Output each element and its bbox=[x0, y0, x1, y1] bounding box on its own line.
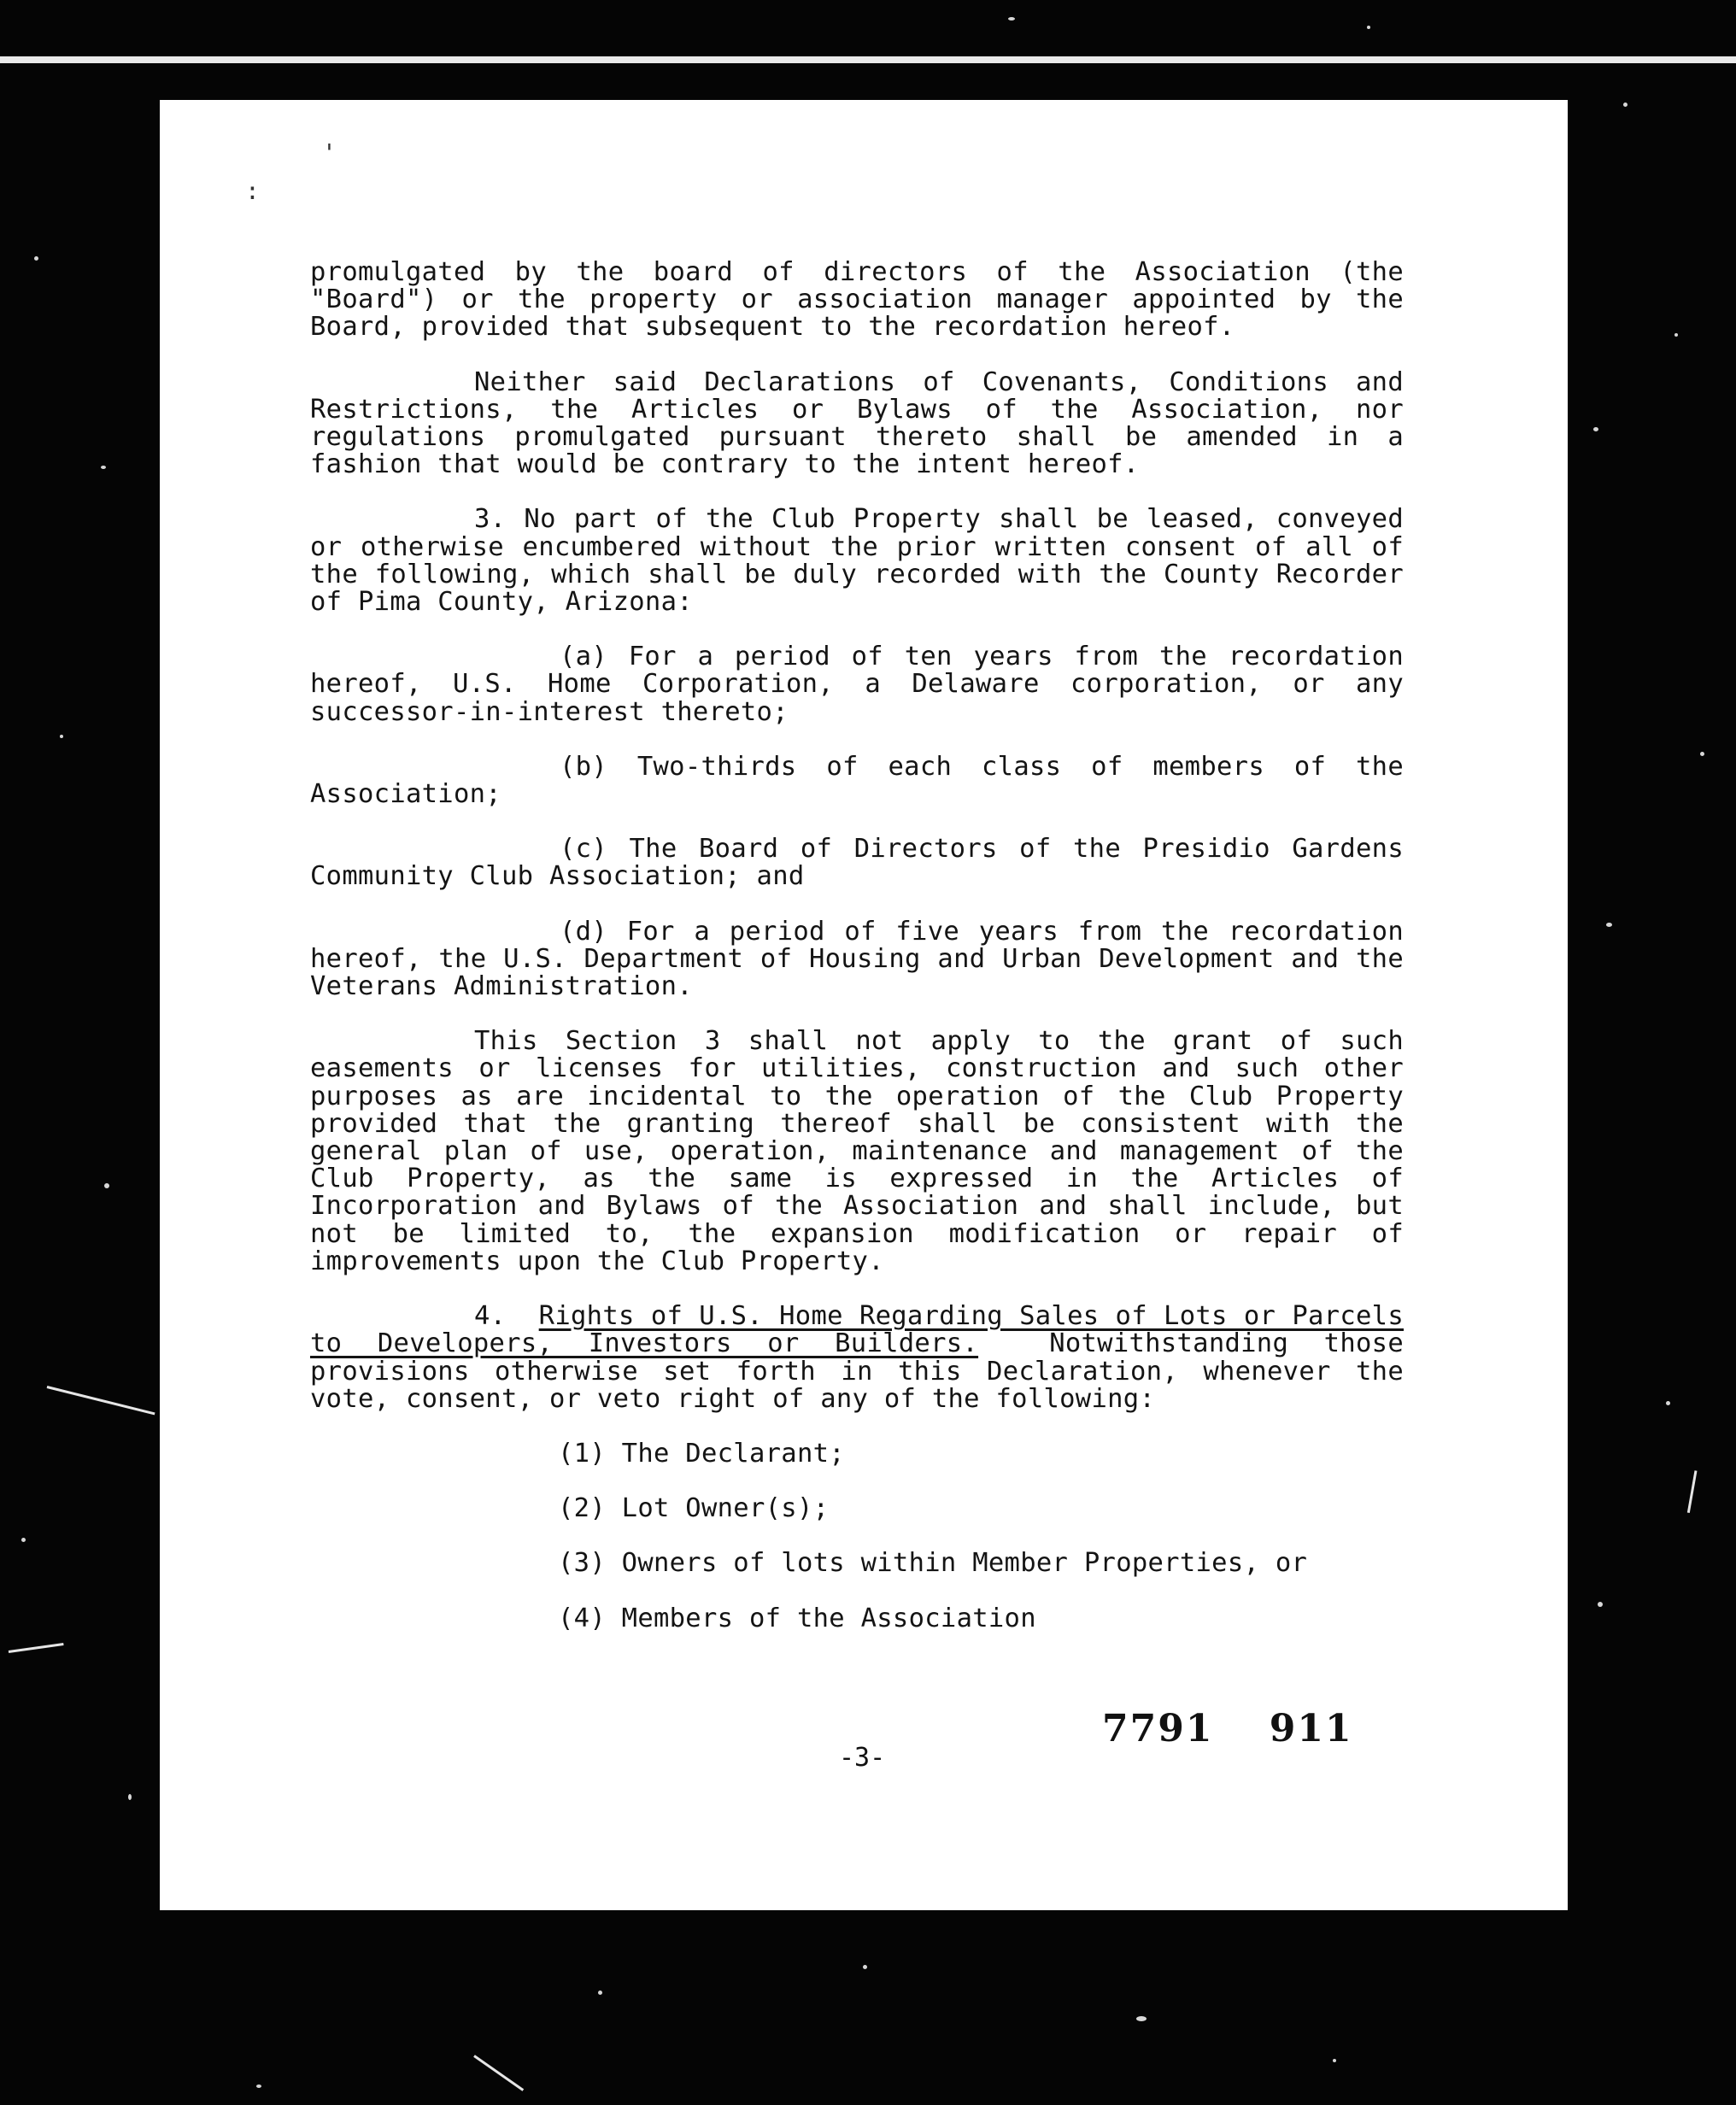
paragraph-amendment-restriction: Neither said Declarations of Covenants, Conditions and Restrictions, the Articles or Bylaws of the Association, nor regulations promulgated pursuant thereto shall be amended in a fashion that would be contrary to the intent hereof. bbox=[310, 366, 1404, 480]
section-3-paragraph: 3. No part of the Club Property shall be leased, conveyed or otherwise encumbered without the prior written consent of all of the following, which shall be duly recorded with the County Recorder of Pima County, Arizona: bbox=[310, 504, 1404, 618]
party-list-item: (4) Members of the Association bbox=[558, 1603, 1036, 1633]
document-body bbox=[310, 259, 1404, 1660]
scan-speck bbox=[34, 256, 38, 261]
scan-border-line bbox=[0, 56, 1736, 63]
recording-stamp-number: 7791 911 bbox=[1102, 1707, 1353, 1750]
scan-speck bbox=[1367, 26, 1370, 29]
scan-speck bbox=[1333, 2059, 1336, 2062]
section-3-item-c: (c) The Board of Directors of the Presidio Gardens Community Club Association; and bbox=[310, 834, 1404, 892]
scan-speck bbox=[128, 1794, 132, 1800]
section-3-item-b: (b) Two-thirds of each class of members of the Association; bbox=[310, 751, 1404, 810]
margin-mark: : bbox=[245, 177, 260, 205]
scan-speck bbox=[1623, 103, 1628, 107]
party-list-item: (1) The Declarant; bbox=[558, 1438, 845, 1469]
scan-speck bbox=[863, 1965, 867, 1969]
scan-speck bbox=[1008, 17, 1015, 21]
section-3-item-d: (d) For a period of five years from the recordation hereof, the U.S. Department of Housing and Urban Development and the Veterans Administration. bbox=[310, 916, 1404, 1002]
scan-streak bbox=[9, 1643, 64, 1653]
scan-speck bbox=[598, 1991, 602, 1995]
scan-speck bbox=[60, 735, 63, 738]
scan-speck bbox=[256, 2084, 261, 2088]
scan-speck bbox=[1674, 333, 1678, 337]
scan-streak bbox=[1687, 1470, 1698, 1513]
section-4-number: 4. bbox=[474, 1301, 507, 1332]
scan-speck bbox=[1136, 2016, 1147, 2021]
party-list-item: (2) Lot Owner(s); bbox=[558, 1493, 830, 1524]
section-3-exception-paragraph: This Section 3 shall not apply to the grant of such easements or licenses for utilities, construction and such other purposes as are incidental to the operation of the Club Property provided that the granting thereof shall be consistent with the general plan of use, operation, maintenance and management of the Club Property, as the same is expressed in the Articles of Incorporation and Bylaws of the Association and shall include, but not be limited to, the expansion modification or repair of improvements upon the Club Property. bbox=[310, 1026, 1404, 1276]
scan-speck bbox=[101, 466, 106, 469]
section-4-heading: Rights of U.S. Home Regarding Sales of Lots or Parcels to Developers, Investors or Builders. bbox=[310, 1301, 1404, 1359]
scan-speck bbox=[1700, 752, 1704, 756]
scan-streak bbox=[47, 1386, 155, 1415]
page-number: -3- bbox=[839, 1743, 886, 1773]
document-page bbox=[160, 100, 1568, 1910]
scan-streak bbox=[473, 2055, 524, 2091]
scan-speck bbox=[21, 1538, 26, 1542]
party-list-item: (3) Owners of lots within Member Properties, or bbox=[558, 1548, 1308, 1579]
scan-speck bbox=[104, 1183, 109, 1188]
scan-speck bbox=[1593, 427, 1598, 431]
margin-mark: ' bbox=[322, 138, 337, 167]
scan-speck bbox=[1598, 1602, 1603, 1607]
section-4-body: Notwithstanding those provisions otherwise set forth in this Declaration, whenever the vote, consent, or veto right of any of the following: bbox=[310, 1328, 1404, 1414]
scan-speck bbox=[1666, 1401, 1670, 1405]
section-3-item-a: (a) For a period of ten years from the recordation hereof, U.S. Home Corporation, a Delaware corporation, or any successor-in-interest thereto; bbox=[310, 642, 1404, 727]
section-4-paragraph bbox=[310, 1303, 1404, 1413]
paragraph-continuation: promulgated by the board of directors of the Association (the "Board") or the property or association manager appointed by the Board, provided that subsequent to the recordation hereof. bbox=[310, 257, 1404, 343]
scan-speck bbox=[1606, 923, 1612, 927]
